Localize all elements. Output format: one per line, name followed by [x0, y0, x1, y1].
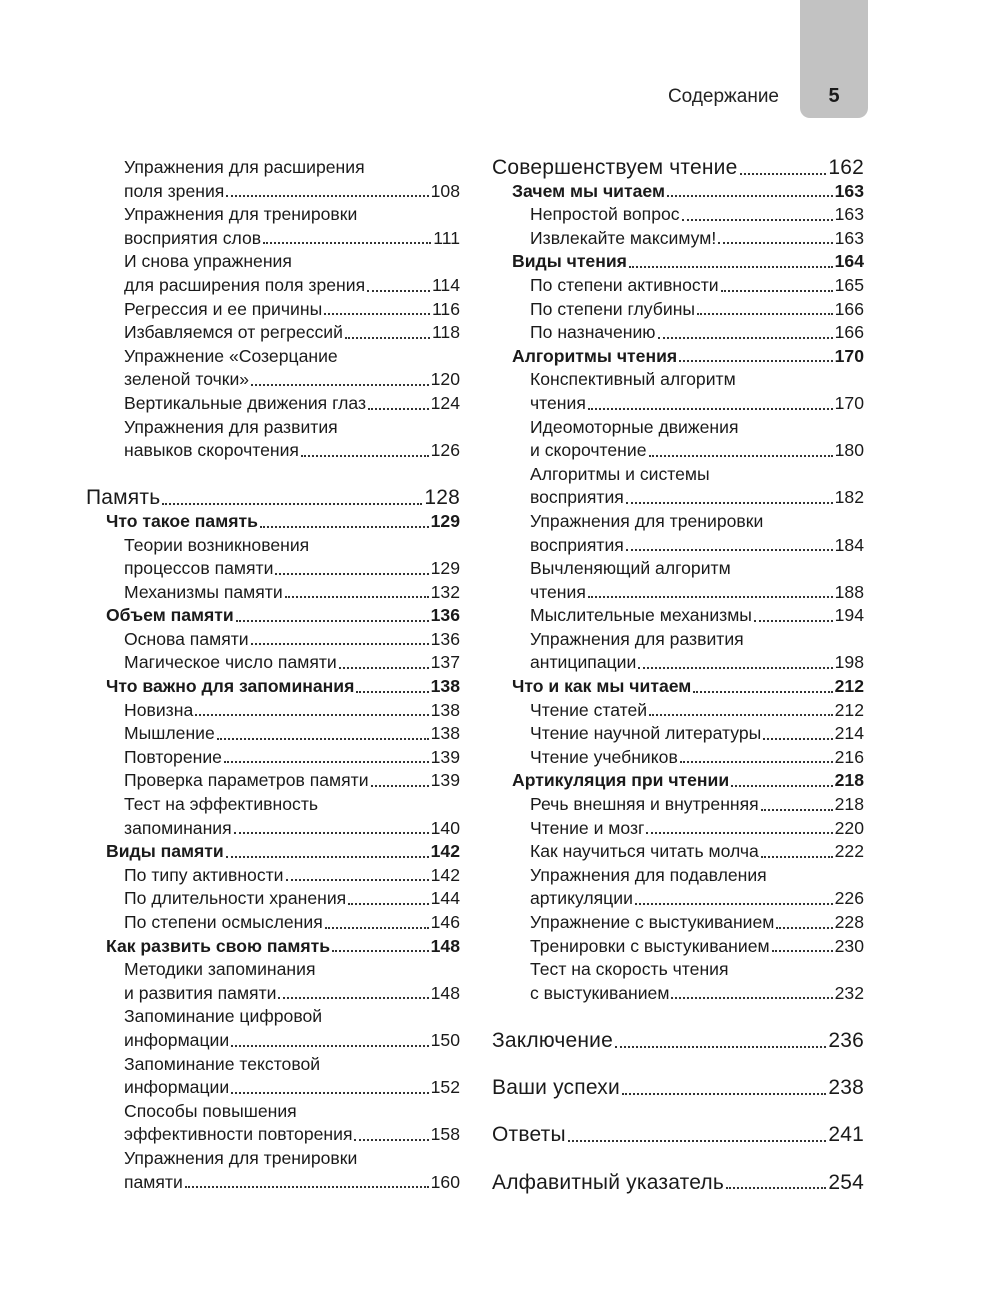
toc-entry[interactable] [492, 699, 864, 723]
toc-page: 120 [430, 369, 460, 390]
toc-text: Алфавитный указатель [492, 1170, 724, 1194]
toc-text: По степени активности [530, 274, 719, 295]
toc-chapter[interactable] [492, 1171, 864, 1195]
toc-entry[interactable] [492, 534, 864, 558]
toc-entry-line: Запоминание текстовой [124, 1053, 321, 1074]
toc-text: навыков скорочтения [124, 440, 299, 461]
toc-leader [185, 1186, 429, 1188]
toc-entry[interactable] [492, 935, 864, 959]
toc-entry-line: Упражнения для развития [530, 628, 744, 649]
toc-text: Память [86, 486, 161, 510]
toc-text: антиципации [530, 652, 637, 673]
toc-group [86, 156, 460, 463]
toc-text: Артикуляция при чтении [512, 770, 730, 791]
toc-page: 166 [834, 322, 864, 343]
toc-entry[interactable] [492, 274, 864, 298]
toc-page: 162 [828, 156, 864, 179]
toc-page: 236 [828, 1028, 864, 1052]
toc-leader [226, 195, 428, 197]
toc-page: 150 [430, 1029, 460, 1050]
toc-section[interactable] [492, 180, 864, 204]
toc-text: Чтение учебников [530, 746, 678, 767]
toc-page: 184 [834, 534, 864, 555]
toc-entry[interactable] [86, 1076, 460, 1100]
toc-text: информации [124, 1029, 230, 1050]
toc-text: Что важно для запоминания [106, 676, 355, 697]
toc-entry-line: Упражнения для развития [124, 416, 338, 437]
toc-text: восприятия [530, 487, 624, 508]
toc-leader [231, 1092, 428, 1094]
toc-entry[interactable] [492, 722, 864, 746]
toc-entry-line: Упражнения для тренировки [530, 510, 764, 531]
toc-text: информации [124, 1077, 230, 1098]
toc-leader [236, 620, 429, 622]
toc-section[interactable] [492, 345, 864, 369]
toc-page: 220 [834, 817, 864, 838]
toc-page: 152 [430, 1077, 460, 1098]
toc-entry[interactable] [86, 746, 460, 770]
toc-entry[interactable] [86, 817, 460, 841]
toc-page: 254 [828, 1170, 864, 1194]
toc-page: 108 [430, 180, 460, 201]
toc-section[interactable] [492, 675, 864, 699]
toc-entry[interactable] [86, 769, 460, 793]
toc-leader [776, 927, 832, 929]
toc-leader [763, 738, 832, 740]
toc-entry[interactable] [86, 274, 460, 298]
toc-group [492, 699, 864, 770]
toc-leader [286, 879, 429, 881]
toc-text: Новизна [124, 699, 194, 720]
toc-leader [234, 832, 429, 834]
toc-text: и развития памяти [124, 982, 277, 1003]
toc-page: 194 [834, 605, 864, 626]
toc-entry-line: Тест на эффективность [124, 794, 319, 815]
toc-leader [301, 455, 429, 457]
running-title: Содержание [667, 86, 779, 107]
toc-chapter[interactable] [86, 486, 460, 510]
toc-text: Ваши успехи [492, 1076, 620, 1100]
toc-text: Магическое число памяти [124, 652, 337, 673]
toc-leader [718, 242, 832, 244]
toc-text: По назначению [530, 322, 656, 343]
toc-leader [635, 903, 833, 905]
toc-page: 228 [834, 912, 864, 932]
toc-text: эффективности повторения [124, 1124, 353, 1145]
toc-entry-line: Упражнения для тренировки [124, 1147, 358, 1168]
toc-text: Объем памяти [106, 605, 234, 626]
toc-entry[interactable] [86, 722, 460, 746]
toc-text: Что такое память [106, 510, 258, 531]
toc-leader [263, 242, 431, 244]
toc-text: По степени глубины [530, 298, 696, 319]
toc-page: 218 [834, 770, 864, 791]
toc-page: 132 [430, 581, 460, 602]
toc-page: 170 [834, 345, 864, 366]
toc-leader [726, 1187, 826, 1189]
toc-leader [285, 596, 429, 598]
toc-entry[interactable] [492, 227, 864, 251]
toc-leader [371, 785, 429, 787]
toc-page: 218 [834, 794, 864, 815]
toc-text: Механизмы памяти [124, 581, 283, 602]
toc-leader [629, 266, 833, 268]
toc-page: 232 [834, 982, 864, 1003]
toc-leader [667, 195, 833, 197]
toc-leader [638, 667, 832, 669]
toc-entry[interactable] [492, 392, 864, 416]
toc-text: для расширения поля зрения [124, 274, 366, 295]
toc-text: и скорочтение [530, 440, 647, 461]
toc-text: Заключение [492, 1028, 613, 1052]
toc-text: восприятия [530, 534, 624, 555]
toc-entry[interactable] [492, 817, 864, 841]
toc-leader [646, 832, 832, 834]
toc-leader [588, 408, 833, 410]
toc-entry-line: Способы повышения [124, 1100, 297, 1121]
toc-leader [324, 313, 430, 315]
toc-text: Повторение [124, 746, 222, 767]
toc-entry[interactable] [86, 1029, 460, 1053]
toc-page: 114 [431, 274, 460, 295]
toc-entry-line: Идеомоторные движения [530, 416, 739, 437]
toc-page: 198 [834, 652, 864, 673]
toc-leader [626, 502, 833, 504]
toc-leader [332, 950, 429, 952]
toc-page: 124 [430, 392, 460, 413]
toc-entry[interactable] [86, 911, 460, 935]
toc-entry[interactable] [86, 392, 460, 416]
toc-entry[interactable] [86, 298, 460, 322]
toc-leader [772, 950, 833, 952]
toc-entry-line: И снова упражнения [124, 251, 292, 272]
toc-text: памяти [124, 1171, 183, 1192]
toc-text: Как научиться читать молча [530, 841, 759, 862]
toc-entry-line: Запоминание цифровой [124, 1006, 323, 1027]
toc-entry[interactable] [86, 1123, 460, 1147]
toc-group [492, 274, 864, 345]
toc-leader [368, 408, 429, 410]
toc-leader [356, 691, 428, 693]
toc-entry[interactable] [86, 864, 460, 888]
toc-page: 128 [424, 486, 460, 510]
toc-chapter[interactable] [492, 1029, 864, 1053]
toc-group [492, 203, 864, 250]
toc-entry[interactable] [492, 321, 864, 345]
toc-leader [682, 219, 833, 221]
toc-leader [658, 337, 833, 339]
toc-text: Чтение научной литературы [530, 723, 762, 744]
toc-entry[interactable] [492, 439, 864, 463]
toc-section[interactable] [86, 935, 460, 959]
toc-leader [195, 714, 428, 716]
toc-section[interactable] [492, 250, 864, 274]
toc-page: 180 [834, 440, 864, 461]
toc-entry[interactable] [86, 699, 460, 723]
toc-entry[interactable] [492, 982, 864, 1006]
toc-entry[interactable] [86, 1171, 460, 1195]
toc-text: Речь внешняя и внутренняя [530, 794, 759, 815]
toc-page: 126 [430, 440, 460, 461]
toc-page: 166 [834, 298, 864, 319]
toc-leader [615, 1046, 826, 1048]
toc-page: 137 [430, 652, 460, 673]
toc-page: 188 [834, 581, 864, 602]
toc-group [86, 864, 460, 935]
toc-leader [278, 997, 428, 999]
toc-entry[interactable] [86, 439, 460, 463]
toc-text: с выстукиванием [530, 982, 670, 1003]
toc-right-column [492, 156, 864, 1194]
toc-text: Что и как мы читаем [512, 676, 692, 697]
toc-entry-line: Вычленяющий алгоритм [530, 558, 731, 579]
toc-page: 148 [430, 982, 460, 1003]
toc-page: 142 [430, 864, 460, 885]
toc-page: 139 [430, 746, 460, 767]
toc-entry-line: Упражнения для расширения [124, 157, 365, 177]
toc-entry[interactable] [86, 887, 460, 911]
toc-entry-line: Упражнения для подавления [530, 864, 767, 885]
toc-leader [649, 455, 833, 457]
toc-leader [367, 290, 430, 292]
toc-text: По длительности хранения [124, 888, 347, 909]
toc-leader [731, 785, 832, 787]
toc-leader [251, 643, 429, 645]
toc-page: 118 [431, 322, 460, 343]
toc-entry[interactable] [492, 793, 864, 817]
toc-text: Чтение статей [530, 699, 648, 720]
toc-leader [345, 337, 430, 339]
toc-page: 238 [828, 1076, 864, 1100]
toc-page: 163 [834, 180, 864, 201]
toc-text: Извлекайте максимум! [530, 227, 717, 248]
toc-group [86, 958, 460, 1194]
toc-text: Совершенствуем чтение [492, 156, 738, 179]
toc-entry[interactable] [86, 227, 460, 251]
toc-leader [680, 761, 833, 763]
toc-entry-line: Упражнения для тренировки [124, 204, 358, 225]
toc-group [86, 628, 460, 675]
toc-text: Проверка параметров памяти [124, 770, 369, 791]
toc-entry[interactable] [492, 887, 864, 911]
toc-text: Зачем мы читаем [512, 180, 665, 201]
toc-text: восприятия слов [124, 227, 262, 248]
toc-leader [588, 596, 833, 598]
toc-page: 148 [430, 935, 460, 956]
toc-page: 138 [430, 723, 460, 744]
toc-page: 146 [430, 912, 460, 932]
toc-leader [339, 667, 429, 669]
toc-leader [754, 620, 833, 622]
toc-page: 182 [834, 487, 864, 508]
toc-text: Ответы [492, 1123, 566, 1147]
toc-entry-line: Теории возникновения [124, 534, 310, 555]
toc-entry-line: Алгоритмы и системы [530, 463, 710, 484]
toc-leader [226, 856, 429, 858]
toc-entry[interactable] [86, 557, 460, 581]
toc-text: Регрессия и ее причины [124, 298, 323, 319]
toc-section[interactable] [86, 840, 460, 864]
toc-leader [626, 549, 833, 551]
toc-leader [217, 738, 429, 740]
toc-page: 111 [433, 227, 460, 248]
toc-page: 129 [430, 558, 460, 579]
page-number: 5 [828, 85, 840, 107]
toc-page: 230 [834, 935, 864, 956]
toc-entry[interactable] [492, 486, 864, 510]
toc-chapter[interactable] [492, 156, 864, 180]
toc-chapter[interactable] [492, 1076, 864, 1100]
toc-page: 212 [834, 676, 864, 697]
toc-leader [761, 809, 833, 811]
toc-group [492, 368, 864, 675]
toc-chapter[interactable] [492, 1123, 864, 1147]
toc-text: По типу активности [124, 864, 284, 885]
toc-entry-line: Методики запоминания [124, 959, 316, 980]
toc-text: Избавляемся от регрессий [124, 322, 343, 343]
toc-leader [231, 1045, 428, 1047]
toc-leader [275, 573, 428, 575]
toc-leader [325, 927, 429, 929]
toc-text: По степени осмысления [124, 912, 323, 932]
toc-leader [761, 856, 833, 858]
toc-text: зеленой точки» [124, 369, 250, 390]
toc-text: Непростой вопрос [530, 204, 680, 225]
toc-page: 212 [834, 699, 864, 720]
toc-text: Виды чтения [512, 251, 627, 272]
toc-entry[interactable] [492, 746, 864, 770]
toc-page: 222 [834, 841, 864, 862]
toc-entry[interactable] [492, 203, 864, 227]
toc-page: 216 [834, 746, 864, 767]
toc-leader [568, 1140, 827, 1142]
toc-entry[interactable] [492, 911, 864, 935]
toc-section[interactable] [86, 604, 460, 628]
toc-text: Упражнение с выстукиванием [530, 912, 775, 932]
toc-section[interactable] [492, 769, 864, 793]
toc-leader [251, 384, 429, 386]
toc-section[interactable] [86, 675, 460, 699]
toc-entry-line: Тест на скорость чтения [530, 959, 729, 980]
toc-text: чтения [530, 392, 586, 413]
toc-leader [224, 761, 429, 763]
toc-text: артикуляции [530, 888, 633, 909]
toc-page: 214 [834, 723, 864, 744]
toc-page: 163 [834, 227, 864, 248]
toc-group [492, 1029, 864, 1194]
toc-page: 136 [430, 628, 460, 649]
toc-entry[interactable] [86, 628, 460, 652]
toc-text: чтения [530, 581, 586, 602]
toc-page: 164 [834, 251, 864, 272]
toc-page: 144 [430, 888, 460, 909]
toc-text: Мышление [124, 723, 215, 744]
toc-page: 160 [430, 1171, 460, 1192]
toc-text: Чтение и мозг [530, 817, 645, 838]
toc-entry[interactable] [86, 180, 460, 204]
toc-entry[interactable] [492, 840, 864, 864]
toc-leader [649, 714, 833, 716]
toc-entry[interactable] [86, 368, 460, 392]
toc-entry[interactable] [492, 581, 864, 605]
toc-leader [693, 691, 832, 693]
toc-entry-line: Конспективный алгоритм [530, 369, 736, 390]
toc-text: Основа памяти [124, 628, 249, 649]
toc-text: процессов памяти [124, 558, 274, 579]
toc-entry[interactable] [492, 651, 864, 675]
toc-page: 142 [430, 841, 460, 862]
toc-page: 158 [430, 1124, 460, 1145]
toc-entry[interactable] [86, 982, 460, 1006]
toc-page: 165 [834, 274, 864, 295]
toc-group [492, 793, 864, 1005]
toc-text: Как развить свою память [106, 935, 331, 956]
toc-page: 138 [430, 699, 460, 720]
toc-page: 136 [430, 605, 460, 626]
toc-leader [721, 290, 833, 292]
toc-page: 139 [430, 770, 460, 791]
toc-text: Виды памяти [106, 841, 224, 862]
toc-section[interactable] [86, 510, 460, 534]
toc-leader [354, 1139, 428, 1141]
toc-text: Вертикальные движения глаз [124, 392, 367, 413]
toc-leader [162, 503, 422, 505]
toc-entry[interactable] [492, 604, 864, 628]
toc-page: 163 [834, 204, 864, 225]
toc-page: 129 [430, 510, 460, 531]
toc-page: 140 [430, 817, 460, 838]
toc-leader [697, 313, 833, 315]
toc-page: 138 [430, 676, 460, 697]
toc-entry[interactable] [492, 298, 864, 322]
toc-entry[interactable] [86, 321, 460, 345]
toc-leader [348, 903, 428, 905]
toc-page: 170 [834, 392, 864, 413]
toc-left-column [86, 156, 460, 1194]
toc-text: Тренировки с выстукиванием [530, 935, 770, 956]
toc-text: поля зрения [124, 180, 225, 201]
toc-text: запоминания [124, 817, 232, 838]
toc-page: 116 [431, 298, 460, 319]
toc-leader [679, 360, 832, 362]
toc-group [86, 534, 460, 605]
toc-text: Мыслительные механизмы [530, 605, 752, 626]
toc-entry[interactable] [86, 581, 460, 605]
toc-text: Алгоритмы чтения [512, 345, 678, 366]
toc-leader [260, 526, 429, 528]
toc-page: 241 [828, 1123, 864, 1147]
toc-entry-line: Упражнение «Созерцание [124, 345, 338, 366]
toc-leader [671, 997, 832, 999]
toc-page: 226 [834, 888, 864, 909]
toc-leader [622, 1093, 826, 1095]
toc-leader [740, 173, 827, 175]
toc-group [86, 699, 460, 841]
toc-entry[interactable] [86, 651, 460, 675]
